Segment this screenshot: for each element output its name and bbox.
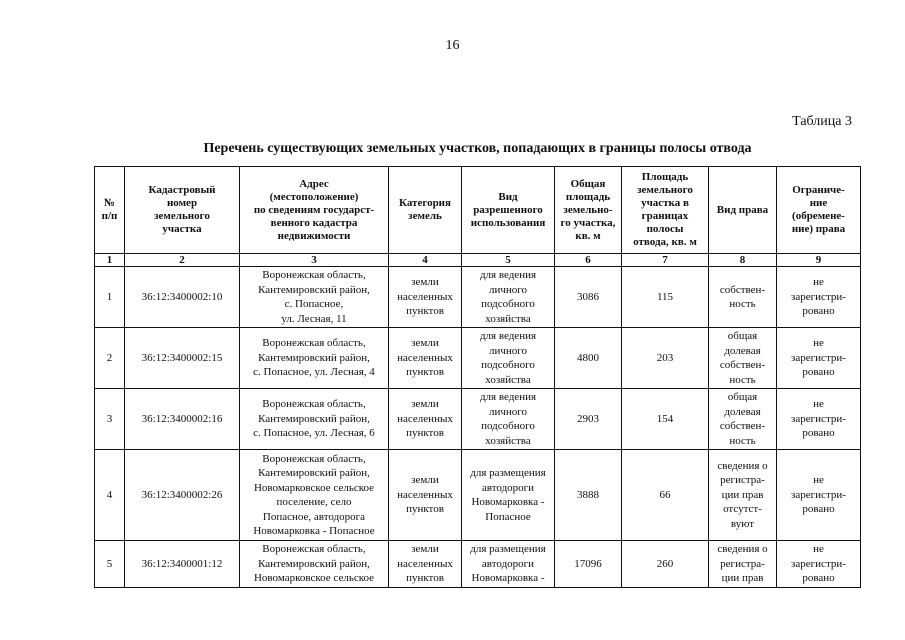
- column-number: 8: [709, 254, 777, 267]
- table-row: [95, 450, 861, 541]
- header-cell: Вид разрешенного использования: [462, 167, 555, 254]
- total-area: 2903: [555, 389, 622, 450]
- header-cell: Адрес (местоположение) по сведениям государст- венного кадастра недвижимости: [240, 167, 389, 254]
- header-cell: № п/п: [95, 167, 125, 254]
- right-type: собствен- ность: [709, 267, 777, 328]
- document-title: Перечень существующих земельных участков, попадающих в границы полосы отвода: [203, 141, 752, 156]
- permitted-use: для размещения автодороги Новомарковка -: [462, 541, 555, 588]
- permitted-use: для ведения личного подсобного хозяйства: [462, 389, 555, 450]
- column-number: 1: [95, 254, 125, 267]
- address: Воронежская область, Кантемировский район, Новомарковское сельское: [240, 541, 389, 588]
- table-row: [95, 541, 861, 588]
- cadastral-number: 36:12:3400002:16: [125, 389, 240, 450]
- strip-area: 115: [622, 267, 709, 328]
- column-number-row: [95, 254, 861, 267]
- strip-area: 203: [622, 328, 709, 389]
- cadastral-number: 36:12:3400001:12: [125, 541, 240, 588]
- table-row: [95, 267, 861, 328]
- encumbrance: не зарегистри- ровано: [777, 389, 861, 450]
- encumbrance: не зарегистри- ровано: [777, 267, 861, 328]
- permitted-use: для ведения личного подсобного хозяйства: [462, 328, 555, 389]
- land-category: земли населенных пунктов: [389, 541, 462, 588]
- header-cell: Площадь земельного участка в границах полосы отвода, кв. м: [622, 167, 709, 254]
- address: Воронежская область, Кантемировский район, с. Попасное, ул. Лесная, 11: [240, 267, 389, 328]
- land-category: земли населенных пунктов: [389, 450, 462, 541]
- land-category: земли населенных пунктов: [389, 389, 462, 450]
- column-number: 3: [240, 254, 389, 267]
- header-cell: Общая площадь земельно- го участка, кв. м: [555, 167, 622, 254]
- strip-area: 260: [622, 541, 709, 588]
- cadastral-number: 36:12:3400002:15: [125, 328, 240, 389]
- header-cell: Кадастровый номер земельного участка: [125, 167, 240, 254]
- row-number: 5: [95, 541, 125, 588]
- address: Воронежская область, Кантемировский район, с. Попасное, ул. Лесная, 6: [240, 389, 389, 450]
- total-area: 17096: [555, 541, 622, 588]
- land-category: земли населенных пунктов: [389, 267, 462, 328]
- table-row: [95, 328, 861, 389]
- right-type: общая долевая собствен- ность: [709, 389, 777, 450]
- strip-area: 66: [622, 450, 709, 541]
- cadastral-number: 36:12:3400002:26: [125, 450, 240, 541]
- header-cell: Ограниче- ние (обремене- ние) права: [777, 167, 861, 254]
- total-area: 3888: [555, 450, 622, 541]
- right-type: общая долевая собствен- ность: [709, 328, 777, 389]
- column-number: 2: [125, 254, 240, 267]
- encumbrance: не зарегистри- ровано: [777, 328, 861, 389]
- header-cell: Вид права: [709, 167, 777, 254]
- cadastral-number: 36:12:3400002:10: [125, 267, 240, 328]
- address: Воронежская область, Кантемировский район, Новомарковское сельское поселение, село Попасное, автодорога Новомарковка - Попасное: [240, 450, 389, 541]
- land-category: земли населенных пунктов: [389, 328, 462, 389]
- row-number: 1: [95, 267, 125, 328]
- total-area: 4800: [555, 328, 622, 389]
- row-number: 2: [95, 328, 125, 389]
- permitted-use: для ведения личного подсобного хозяйства: [462, 267, 555, 328]
- address: Воронежская область, Кантемировский район, с. Попасное, ул. Лесная, 4: [240, 328, 389, 389]
- row-number: 3: [95, 389, 125, 450]
- table-label: Таблица 3: [792, 114, 852, 129]
- column-number: 6: [555, 254, 622, 267]
- right-type: сведения о регистра- ции прав: [709, 541, 777, 588]
- column-number: 9: [777, 254, 861, 267]
- total-area: 3086: [555, 267, 622, 328]
- permitted-use: для размещения автодороги Новомарковка - Попасное: [462, 450, 555, 541]
- right-type: сведения о регистра- ции прав отсутст- вуют: [709, 450, 777, 541]
- row-number: 4: [95, 450, 125, 541]
- column-number: 5: [462, 254, 555, 267]
- page-number: 16: [445, 38, 460, 53]
- land-plots-table: [94, 166, 861, 588]
- header-cell: Категория земель: [389, 167, 462, 254]
- header-row: [95, 167, 861, 254]
- column-number: 4: [389, 254, 462, 267]
- encumbrance: не зарегистри- ровано: [777, 450, 861, 541]
- encumbrance: не зарегистри- ровано: [777, 541, 861, 588]
- table-row: [95, 389, 861, 450]
- strip-area: 154: [622, 389, 709, 450]
- column-number: 7: [622, 254, 709, 267]
